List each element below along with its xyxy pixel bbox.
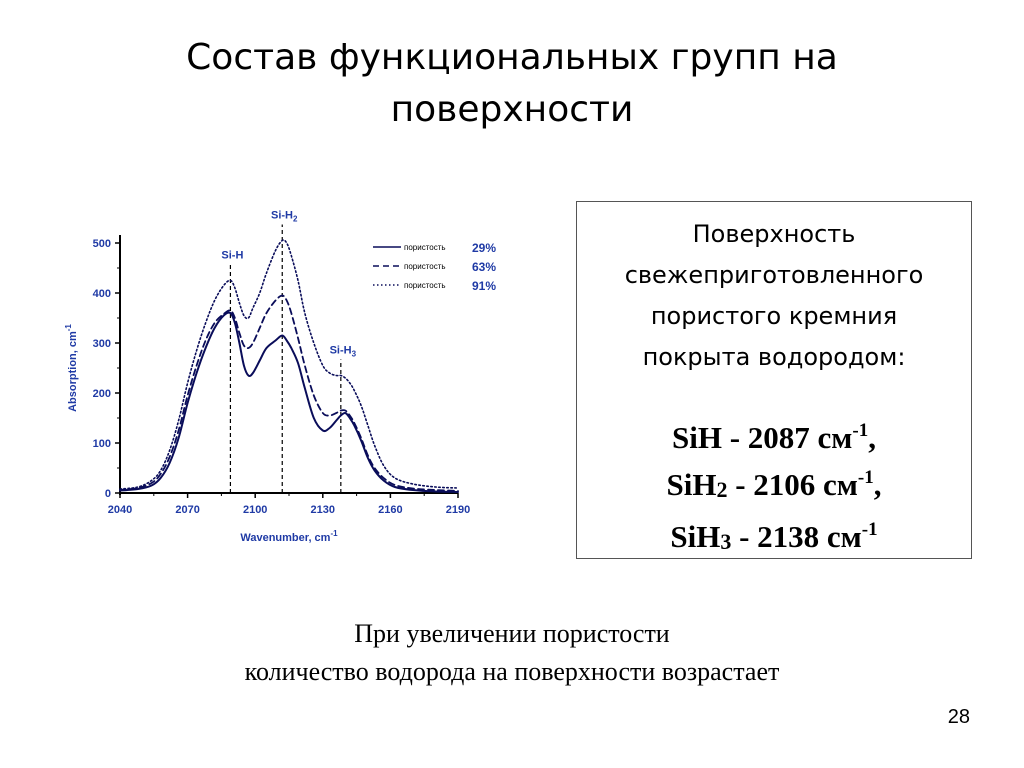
info-box — [576, 201, 972, 559]
y-tick-label: 100 — [92, 438, 111, 450]
formula-sih3-value: - 2138 см — [731, 519, 862, 554]
formula-sih3 — [577, 513, 971, 565]
formula-sih — [577, 414, 971, 461]
x-tick-label: 2040 — [107, 504, 133, 516]
peak-label-sub: 3 — [351, 349, 357, 359]
formula-sih-sup: -1 — [852, 420, 869, 441]
legend-name: пористость — [404, 262, 446, 271]
x-tick-label: 2190 — [445, 504, 471, 516]
legend-percent: 63% — [472, 260, 497, 274]
ir-spectrum-chart — [55, 205, 497, 565]
x-axis-label-text: Wavenumber, cm — [240, 532, 331, 544]
y-tick-label: 300 — [92, 338, 111, 350]
info-line-4: покрыта водородом: — [642, 343, 906, 371]
x-tick-label: 2160 — [378, 504, 403, 516]
y-axis-label — [64, 324, 79, 412]
peak-label — [271, 210, 298, 224]
info-text — [577, 214, 971, 378]
info-line-2: свежеприготовленного — [624, 261, 924, 289]
formula-sih3-sub: 3 — [720, 529, 732, 554]
peak-label-text: Si-H — [221, 249, 244, 262]
slide-title — [0, 32, 1024, 136]
y-tick-label: 500 — [92, 238, 111, 250]
series-line-29 — [120, 313, 458, 492]
y-axis-label-sup: -1 — [64, 324, 73, 332]
legend-name: пористость — [404, 243, 446, 252]
legend-name: пористость — [404, 281, 446, 290]
peak-label-text: Si-H — [329, 344, 352, 357]
formula-sih2-end: , — [873, 467, 882, 502]
slide-title-line1: Состав функциональных групп на — [186, 37, 838, 78]
formula-sih-end: , — [868, 420, 876, 455]
formula-sih-text: SiH - 2087 см — [672, 420, 853, 455]
x-tick-label: 2070 — [175, 504, 200, 516]
formula-sih3-text: SiH — [670, 519, 721, 554]
formula-sih2-value: - 2106 см — [727, 467, 858, 502]
x-axis-label — [240, 529, 338, 544]
y-tick-label: 0 — [104, 488, 111, 500]
peak-label — [330, 345, 357, 359]
x-axis-label-sup: -1 — [330, 529, 338, 538]
formula-sih2-text: SiH — [666, 467, 717, 502]
y-tick-label: 400 — [92, 288, 111, 300]
info-line-3: пористого кремния — [650, 302, 898, 330]
chart-svg — [55, 205, 497, 565]
legend-percent: 29% — [472, 241, 497, 255]
page-number: 28 — [947, 706, 970, 728]
y-tick-label: 200 — [92, 388, 111, 400]
x-tick-label: 2130 — [310, 504, 336, 516]
legend-percent: 91% — [472, 279, 497, 293]
x-tick-label: 2100 — [242, 504, 268, 516]
info-line-1: Поверхность — [692, 220, 856, 248]
slide-title-line2: поверхности — [390, 89, 634, 130]
conclusion-line-2: количество водорода на поверхности возрастает — [244, 657, 780, 686]
conclusion-text — [0, 615, 1024, 691]
peak-label — [221, 250, 243, 262]
formula-sih2-sub: 2 — [716, 477, 728, 502]
formula-sih3-sup: -1 — [861, 519, 878, 540]
formula-sih2 — [577, 461, 971, 513]
legend — [373, 235, 503, 293]
conclusion-line-1: При увеличении пористости — [354, 619, 670, 648]
formula-sih2-sup: -1 — [857, 467, 874, 488]
peak-label-sub: 2 — [293, 214, 298, 224]
y-axis-label-text: Absorption, cm — [67, 331, 79, 412]
formula-list — [577, 414, 971, 565]
peak-label-text: Si-H — [271, 209, 294, 222]
